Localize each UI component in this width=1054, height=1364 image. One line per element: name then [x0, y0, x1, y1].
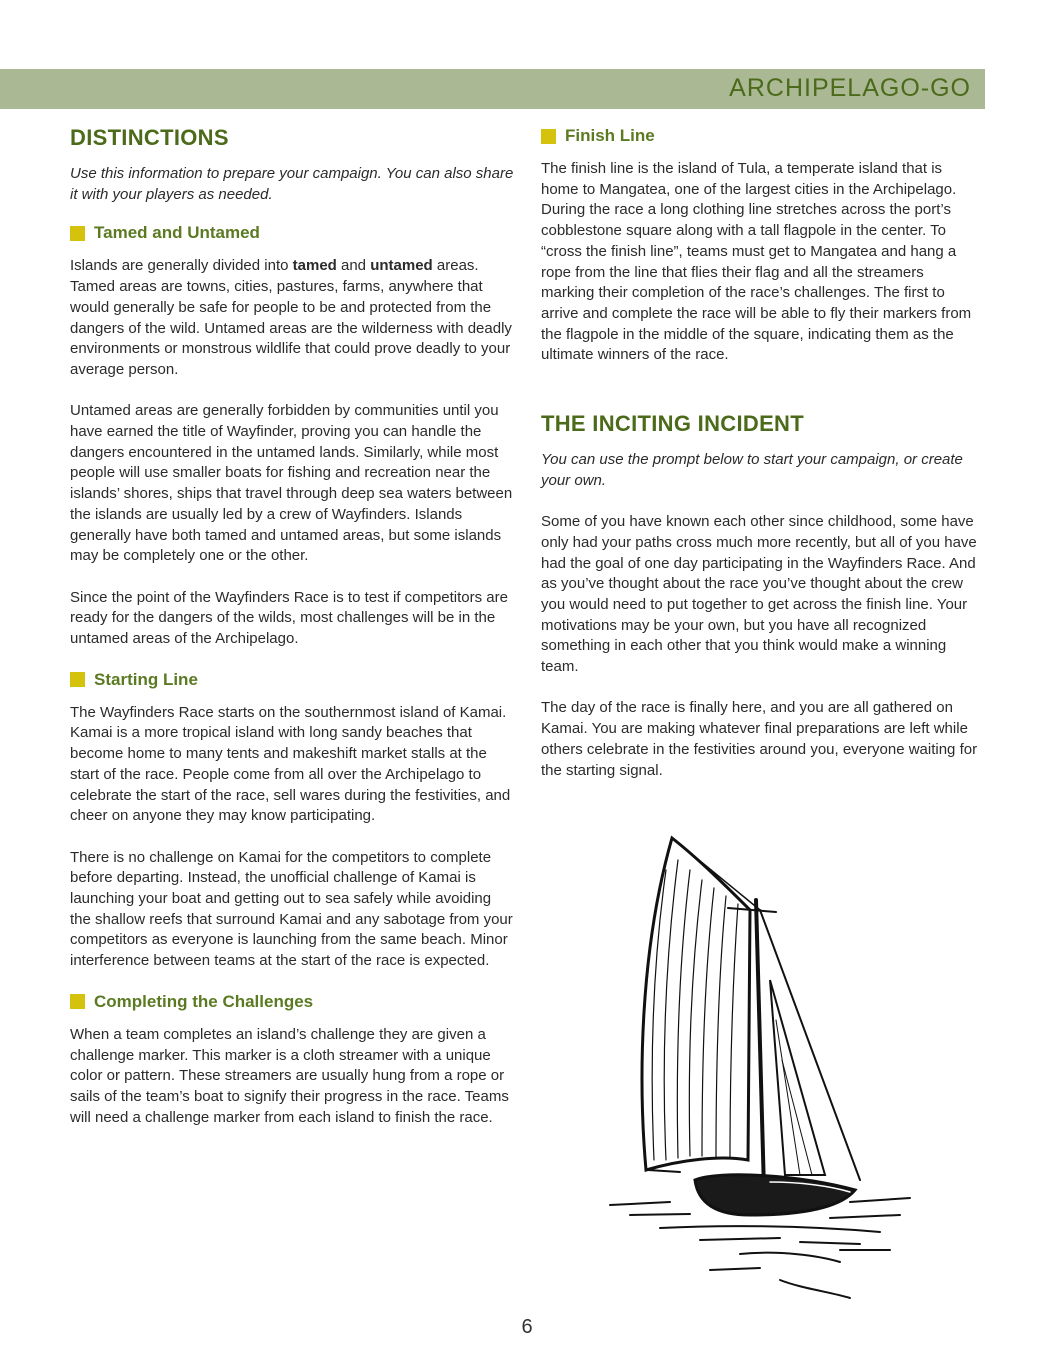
- subheading-label: Finish Line: [565, 126, 655, 145]
- tamed-paragraph-1: Islands are generally divided into tamed and untamed areas. Tamed areas are towns, cities, pastures, farms, anywhere that would generally be safe for people to be and protected from the dangers of the wild. Untamed areas are the wilderness with deadly environments or monstrous wildlife that could prove deadly to your average person.: [70, 257, 512, 378]
- distinctions-intro: Use this information to prepare your campaign. You can also share it with your players as needed.: [70, 165, 514, 203]
- starting-paragraph-1: The Wayfinders Race starts on the southernmost island of Kamai. Kamai is a more tropical island with long sandy beaches that become home to many tents and makeshift market stalls at the start of the race. People come from all over the Archipelago to celebrate the start of the race, sell wares during the festivities, and cheer on anyone they may know participating.: [70, 703, 511, 825]
- inciting-intro: You can use the prompt below to start your campaign, or create your own.: [541, 451, 963, 489]
- tamed-paragraph-2: Untamed areas are generally forbidden by communities until you have earned the title of Wayfinder, proving you can handle the dangers encountered in the untamed lands. Similarly, while most people will use smaller boats for fishing and recreation near the islands’ shores, ships that travel through deep sea waters between the islands are usually led by a crew of Wayfinders. Islands generally have both tamed and untamed areas, but some islands may be completely one or the other.: [70, 402, 513, 565]
- section-title-inciting: THE INCITING INCIDENT: [541, 411, 804, 437]
- subheading-label: Completing the Challenges: [94, 991, 314, 1011]
- bullet-square-icon: [541, 129, 556, 144]
- bullet-square-icon: [70, 226, 85, 241]
- subheading-label: Starting Line: [94, 669, 198, 689]
- header-title: ARCHIPELAGO-GO: [729, 74, 971, 102]
- starting-paragraph-2: There is no challenge on Kamai for the competitors to complete before departing. Instead, the unofficial challenge of Kamai is launching your boat and getting out to sea safely while avoiding the shallow reefs that surround Kamai and any sabotage from your competitors as everyone is launching from the same beach. Minor interference between teams at the start of the race is expected.: [70, 848, 513, 970]
- page-number: 6: [521, 1316, 533, 1338]
- bullet-square-icon: [70, 994, 85, 1009]
- subheading-completing: [70, 987, 515, 1017]
- subheading-tamed: [70, 218, 515, 248]
- subheading-finish-line: [541, 121, 981, 151]
- right-column: [541, 118, 981, 781]
- inciting-paragraph-1: Some of you have known each other since childhood, some have only had your paths cross much more recently, but all of you have had the goal of one day participating in the Wayfinders Race. And as you’ve thought about the race you’ve thought about the crew you would need to put together to get across the finish line. Your motivations may be your own, but you have all recognized something in each other that you think would make a winning team.: [541, 513, 977, 676]
- completing-paragraph-1: When a team completes an island’s challenge they are given a challenge marker. This marker is a cloth streamer with a unique color or pattern. These streamers are usually hung from a rope or sails of the team’s boat to signify their progress in the race. Teams will need a challenge marker from each island to finish the race.: [70, 1025, 509, 1126]
- section-title-distinctions: DISTINCTIONS: [70, 125, 229, 150]
- header-banner: [0, 69, 985, 109]
- inciting-paragraph-2: The day of the race is finally here, and you are all gathered on Kamai. You are making whatever final preparations are left while others celebrate in the festivities around you, everyone waiting for the starting signal.: [541, 699, 978, 779]
- subheading-label: Tamed and Untamed: [94, 223, 260, 243]
- sailboat-illustration: [600, 830, 920, 1300]
- bullet-square-icon: [70, 672, 85, 687]
- left-column: [70, 118, 515, 1128]
- tamed-paragraph-3: Since the point of the Wayfinders Race is to test if competitors are ready for the dangers of the wilds, most challenges will be in the untamed areas of the Archipelago.: [70, 588, 508, 648]
- subheading-starting-line: [70, 665, 515, 695]
- finish-paragraph-1: The finish line is the island of Tula, a temperate island that is home to Mangatea, one of the largest cities in the Archipelago. During the race a long clothing line stretches across the port’s cobblestone square along with a tall flagpole in the center. To “cross the finish line”, teams must get to Mangatea and hang a rope from the line that flies their flag and all the streamers marking their completion of the race’s challenges. The first to arrive and complete the race will be able to fly their markers from the flagpole in the middle of the square, indicating them as the ultimate winners of the race.: [541, 160, 972, 364]
